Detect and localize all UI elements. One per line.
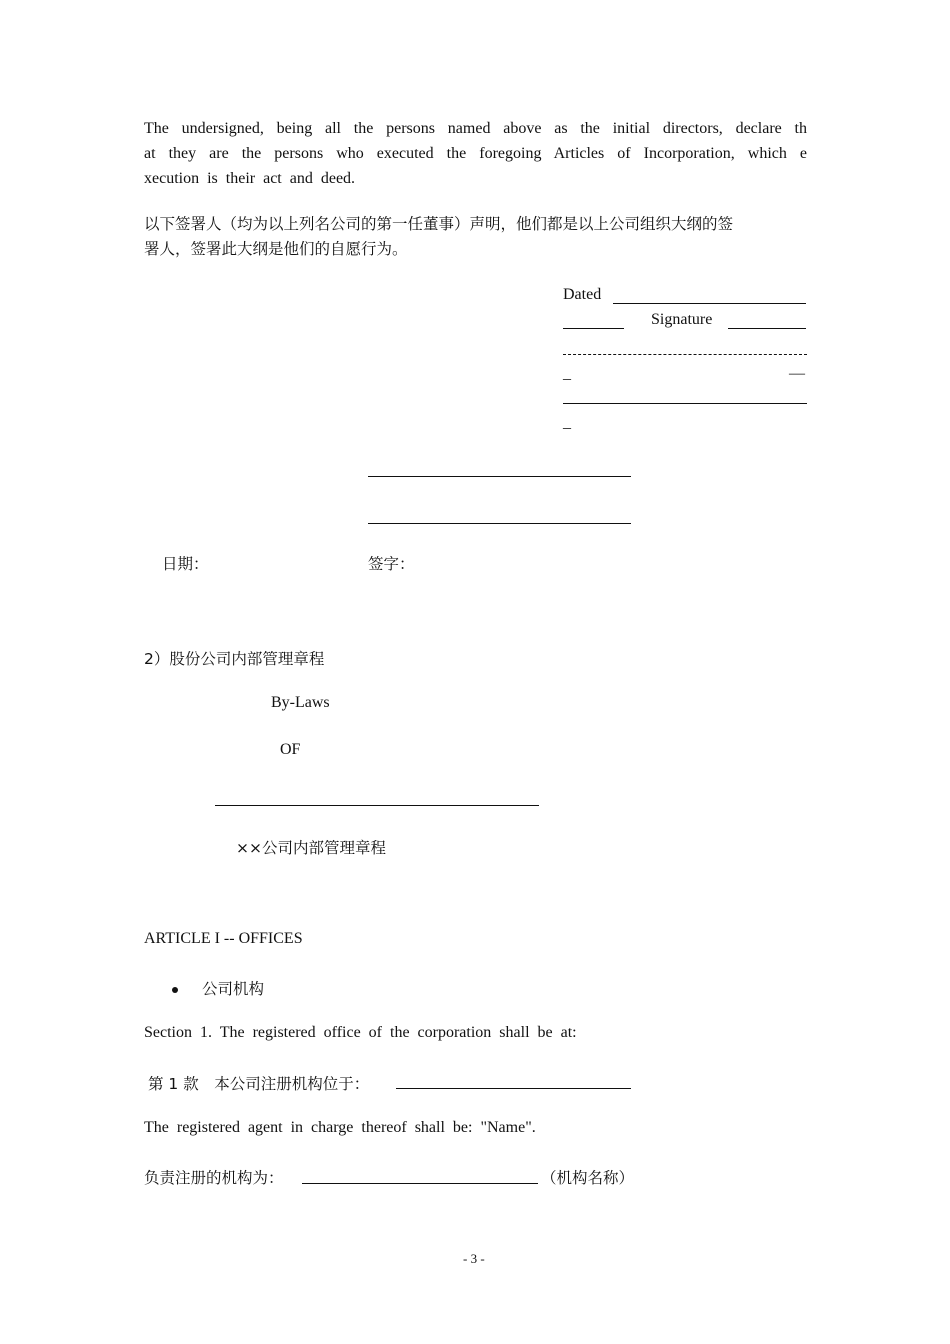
chinese-date-line [368, 476, 631, 477]
signature-line-2 [563, 403, 807, 404]
date-label-zh: 日期： [162, 555, 209, 573]
underscore-mark-1: _ [563, 365, 571, 382]
declaration-en-line-1: The undersigned, being all the persons named above as the initial directors, declare th [144, 120, 807, 137]
bylaws-of: OF [280, 741, 301, 758]
chinese-signature-line [368, 523, 631, 524]
registered-office-line [396, 1088, 631, 1089]
bullet-icon [172, 987, 178, 993]
underscore-mark-2: _ [563, 414, 571, 431]
signature-dashed-line [563, 354, 807, 355]
signature-label: Signature [651, 311, 713, 328]
dated-line [613, 303, 806, 304]
sign-label-zh: 签字： [368, 555, 415, 573]
company-name-line [215, 805, 539, 806]
page-number: - 3 - [463, 1251, 485, 1266]
signature-line [728, 328, 806, 329]
dash-mark: — [789, 365, 805, 382]
declaration-en-line-3: xecution is their act and deed. [144, 170, 356, 187]
declaration-en-line-2: at they are the persons who executed the foregoing Articles of Incorporation, which e [144, 145, 807, 162]
declaration-zh-line-2: 署人，签署此大纲是他们的自愿行为。 [144, 240, 408, 258]
section-1-en: Section 1. The registered office of the corporation shall be at: [144, 1024, 577, 1041]
bullet-item-offices-zh: 公司机构 [202, 980, 265, 998]
dated-line-continued [563, 328, 624, 329]
declaration-english [144, 116, 807, 191]
bylaws-section-heading: 2）股份公司内部管理章程 [144, 650, 325, 668]
section-1-zh: 第 1 款 本公司注册机构位于： [148, 1075, 370, 1093]
agent-zh-suffix: （机构名称） [541, 1169, 635, 1187]
agent-zh-prefix: 负责注册的机构为： [144, 1169, 284, 1187]
article-1-heading: ARTICLE I -- OFFICES [144, 930, 303, 947]
declaration-zh-line-1: 以下签署人（均为以上列名公司的第一任董事）声明，他们都是以上公司组织大纲的签 [144, 215, 734, 233]
agent-name-line [302, 1183, 538, 1184]
declaration-chinese [144, 212, 807, 262]
bylaws-title: By-Laws [271, 694, 330, 711]
agent-en: The registered agent in charge thereof shall be: "Name". [144, 1119, 536, 1136]
dated-label: Dated [563, 286, 602, 303]
bylaws-company-zh: ××公司内部管理章程 [236, 839, 386, 857]
